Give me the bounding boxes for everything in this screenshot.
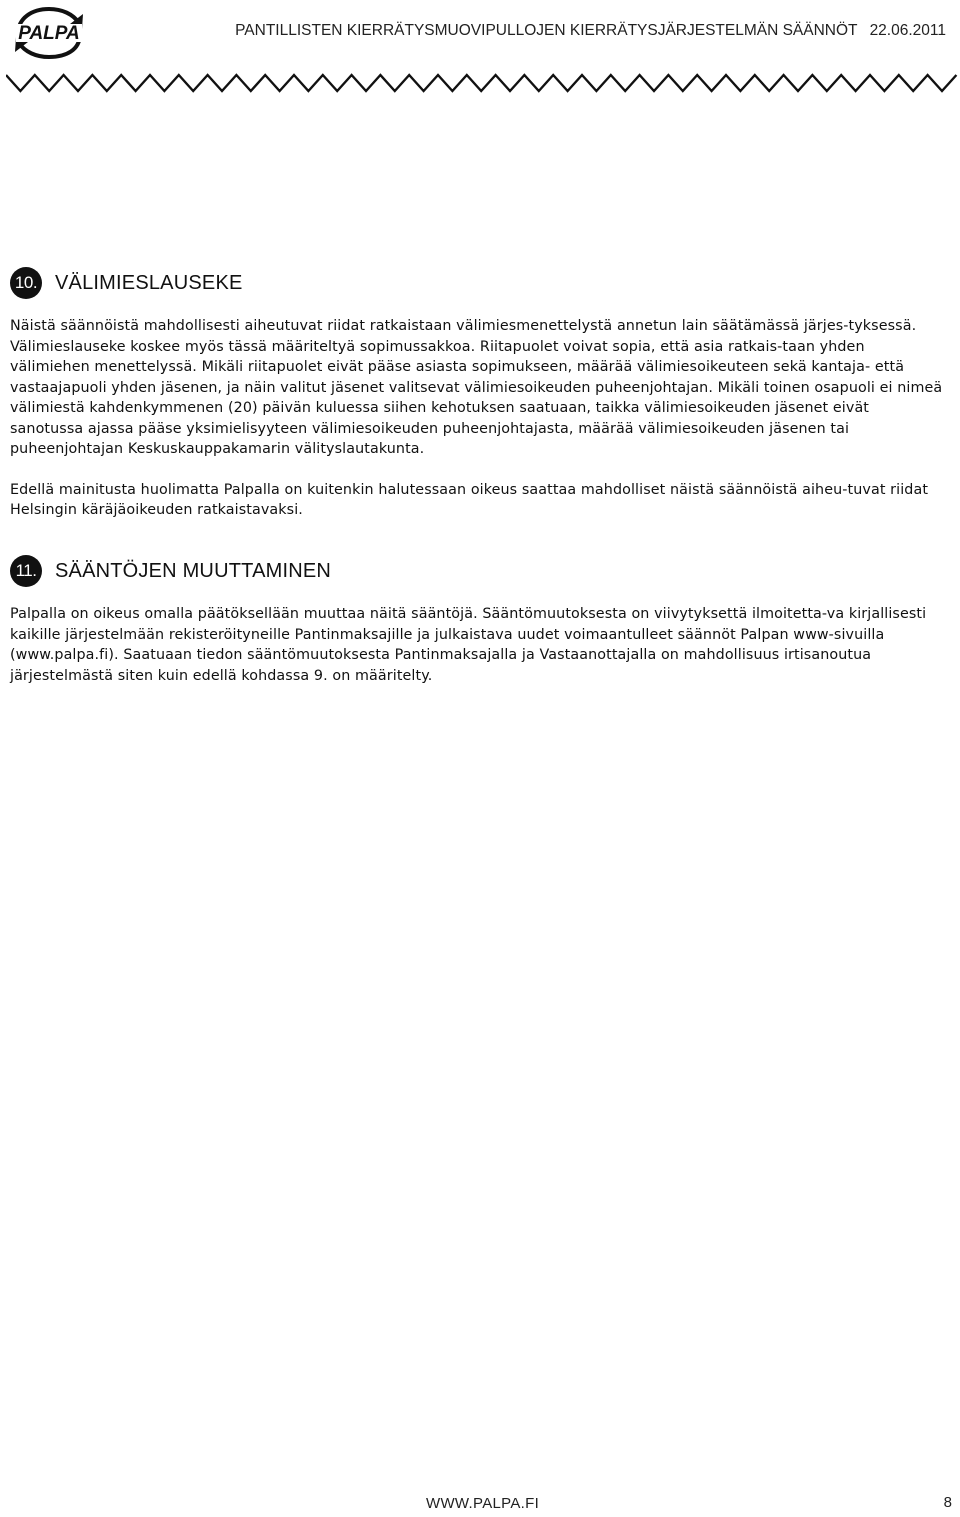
document-title: PANTILLISTEN KIERRÄTYSMUOVIPULLOJEN KIERRÄTYSJÄRJESTELMÄN SÄÄNNÖT <box>235 22 858 39</box>
document-header <box>235 22 946 40</box>
section-10 <box>10 267 946 521</box>
section-heading <box>10 267 946 299</box>
zigzag-divider <box>6 72 958 94</box>
page-number: 8 <box>943 1494 952 1511</box>
section-title: VÄLIMIESLAUSEKE <box>55 271 243 294</box>
section-heading <box>10 555 946 587</box>
document-date: 22.06.2011 <box>869 22 946 39</box>
section-11 <box>10 555 946 686</box>
section-number-badge: 10. <box>10 267 42 299</box>
section-paragraph: Edellä mainitusta huolimatta Palpalla on kuitenkin halutessaan oikeus saattaa mahdolliset näistä säännöistä aiheu-tuvat riidat Helsingin käräjäoikeuden ratkaistavaksi. <box>10 481 929 518</box>
palpa-logo <box>10 4 88 60</box>
section-paragraph: Palpalla on oikeus omalla päätöksellään muuttaa näitä sääntöjä. Sääntömuutoksesta on viivytyksettä ilmoitetta-va kirjallisesti kaikille järjestelmään rekisteröityneille Pantinmaksajille ja julkaistava uudet voimaantulleet säännöt Palpan www-sivuilla (www.palpa.fi). Saatuaan tiedon sääntömuutoksesta Pantinmaksajalla ja Vastaanottajalla on mahdollisuus irtisanoutua järjestelmästä siten kuin edellä kohdassa 9. on määritelty. <box>10 606 927 684</box>
section-paragraph: Näistä säännöistä mahdollisesti aiheutuvat riidat ratkaistaan välimiesmenettelystä annetun lain säätämässä järjes-tyksessä. Välimieslauseke koskee myös tässä määriteltyä sopimussakkoa. Riitapuolet voivat sopia, että asia ratkais-taan yhden välimiehen menettelyssä. Mikäli riitapuolet eivät pääse asiasta sopimukseen, määrää välimiesoikeuteen sekä kantaja- että vastaajapuoli yhden jäsenen, ja näin valitut jäsenet valitsevat välimiesoikeuden puheenjohtajan. Mikäli toinen osapuoli ei nimeä välimiestä kahdenkymmenen (20) päivän kuluessa siihen kehotuksen saatuaan, taikka välimiesoikeuden jäsenet eivät sanotussa ajassa pääse yksimielisyyteen välimiesoikeuden puheenjohtajasta, määrää välimiesoikeuden jäsenen tai puheenjohtajan Keskuskauppakamarin välityslautakunta. <box>10 318 943 457</box>
section-title: SÄÄNTÖJEN MUUTTAMINEN <box>55 559 332 582</box>
section-number-badge: 11. <box>10 555 42 587</box>
footer-website-link[interactable]: WWW.PALPA.FI <box>426 1495 540 1512</box>
logo-text: PALPA <box>18 23 80 44</box>
